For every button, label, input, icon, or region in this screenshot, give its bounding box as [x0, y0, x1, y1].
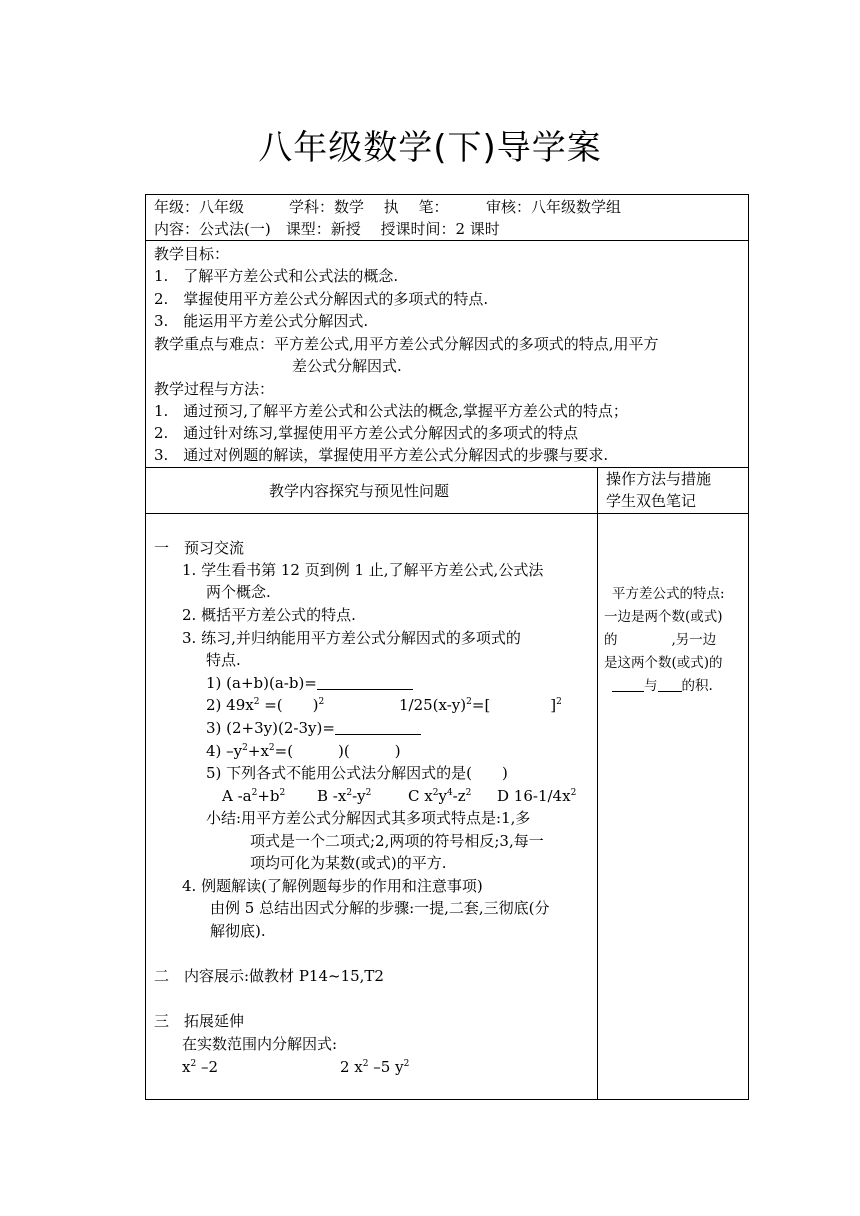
exercise-2: 2) $49x^2$ =( )$^2$: [206, 696, 325, 714]
list-item: 1. 学生看书第 12 页到例 1 止,了解平方差公式,公式法: [182, 561, 544, 579]
objective-item: 2. 掌握使用平方差公式分解因式的多项式的特点.: [154, 290, 489, 308]
exercise-1: 1) (a+b)(a-b)=: [206, 672, 413, 695]
process-heading: 教学过程与方法：: [154, 380, 275, 398]
answer-blank: [317, 675, 413, 690]
extension-exercise-2: 2 $x^2$ –5 $y^2$: [340, 1058, 410, 1076]
list-item: 2. 概括平方差公式的特点.: [182, 606, 356, 624]
option-a: A $-a^2+b^2$: [222, 787, 286, 805]
section-text: 在实数范围内分解因式:: [182, 1035, 338, 1053]
info-row-1: 年级：八年级 学科：数学 执 笔： 审核：八年级数学组: [154, 198, 622, 216]
summary-line: 小结:用平方差公式分解因式其多项式特点是:1,多: [206, 809, 531, 827]
answer-blank: [658, 677, 682, 692]
list-item: 3. 练习,并归纳能用平方差公式分解因式的多项式的: [182, 629, 521, 647]
list-item: 4. 例题解读(了解例题每步的作用和注意事项): [182, 877, 483, 895]
extension-exercise-1: $x^2$ –2: [182, 1058, 219, 1076]
process-item: 1. 通过预习,了解平方差公式和公式法的概念,掌握平方差公式的特点；: [154, 402, 628, 420]
answer-blank: [335, 720, 421, 735]
note-line: 的 ,另一边: [604, 632, 717, 648]
column-header-left: 教学内容探究与预见性问题: [269, 482, 450, 500]
exercise-2b: $1/25(x-y)^2=$[ ]$^2$: [399, 696, 562, 714]
row-divider: [146, 513, 748, 514]
option-c: C $x^2y^4-z^2$: [408, 787, 472, 805]
exercise-4: 4) $-y^2+x^2=$( )( ): [206, 742, 401, 760]
objective-item: 1. 了解平方差公式和公式法的概念.: [154, 267, 399, 285]
exercise-3: 3) (2+3y)(2-3y)=: [206, 717, 421, 740]
note-line: 一边是两个数(或式): [604, 609, 723, 625]
option-d: D $16-1/4x^2$: [497, 787, 577, 805]
option-b: B $-x^2-y^2$: [317, 787, 372, 805]
exercise-5: 5) 下列各式不能用公式法分解因式的是( ): [206, 764, 508, 782]
key-points-line: 教学重点与难点：平方差公式,用平方差公式分解因式的多项式的特点,用平方: [154, 335, 659, 353]
list-item: 特点.: [206, 651, 241, 669]
objective-item: 3. 能运用平方差公式分解因式.: [154, 312, 369, 330]
lesson-plan-table: [145, 194, 749, 1100]
info-row-2: 内容：公式法(一) 课型：新授 授课时间：2 课时: [154, 220, 500, 238]
column-header-right: 操作方法与措施: [606, 470, 712, 488]
list-item: 两个概念.: [206, 583, 271, 601]
objectives-heading: 教学目标：: [154, 245, 230, 263]
column-header-right: 学生双色笔记: [606, 492, 697, 510]
list-item: 解彻底).: [210, 922, 266, 940]
note-line: 是这两个数(或式)的: [604, 655, 723, 671]
process-item: 2. 通过针对练习,掌握使用平方差公式分解因式的多项式的特点: [154, 424, 579, 442]
section-heading: 一 预习交流: [154, 539, 245, 557]
page-title: 八年级数学(下)导学案: [258, 128, 602, 168]
section-heading: 二 内容展示:做教材 P14~15,T2: [154, 967, 384, 985]
note-line: 与 的积.: [612, 675, 713, 698]
summary-line: 项均可化为某数(或式)的平方.: [250, 854, 447, 872]
note-line: 平方差公式的特点:: [612, 586, 725, 602]
process-item: 3. 通过对例题的解读，掌握使用平方差公式分解因式的步骤与要求.: [154, 446, 609, 464]
list-item: 由例 5 总结出因式分解的步骤:一提,二套,三彻底(分: [210, 899, 550, 917]
summary-line: 项式是一个二项式;2,两项的符号相反;3,每一: [250, 832, 544, 850]
column-divider: [597, 467, 598, 1099]
key-points-line: 差公式分解因式.: [292, 357, 402, 375]
answer-blank: [612, 677, 644, 692]
section-heading: 三 拓展延伸: [154, 1012, 245, 1030]
